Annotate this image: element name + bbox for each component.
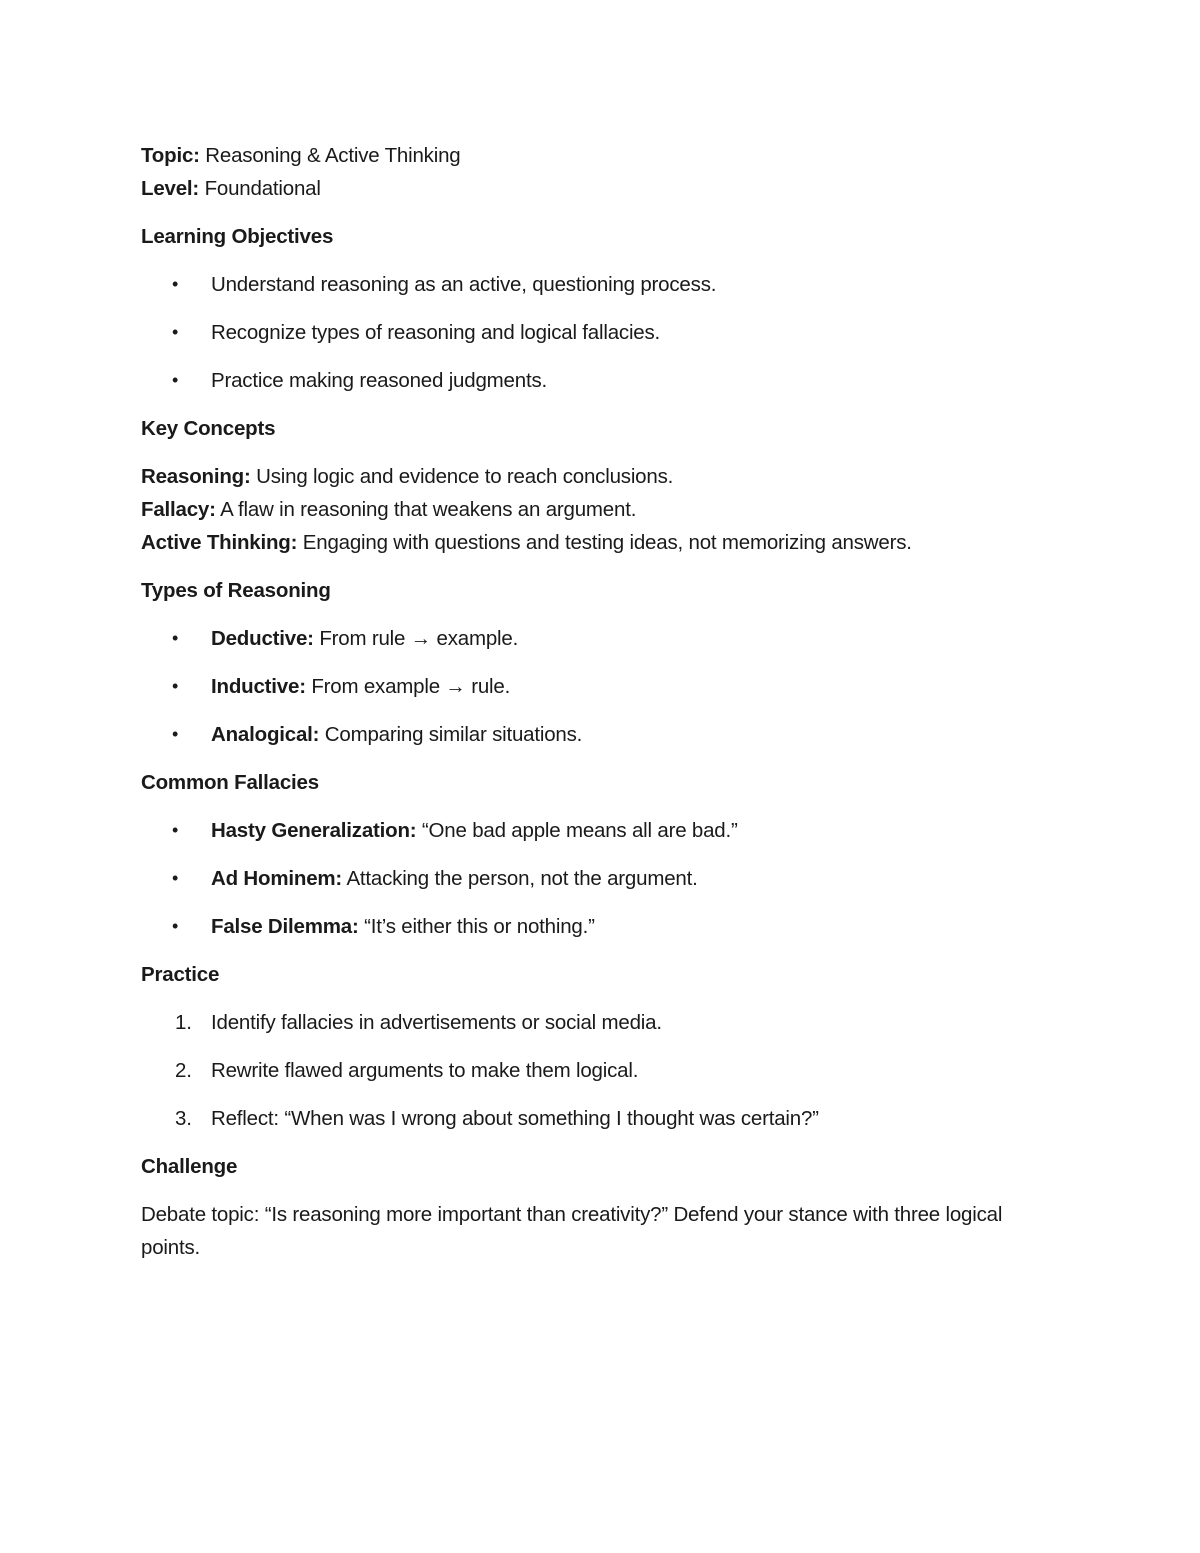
bullet-icon: • bbox=[172, 820, 179, 840]
type-term: Inductive: bbox=[211, 675, 306, 698]
type-definition: Comparing similar situations. bbox=[324, 723, 583, 746]
step-text: Identify fallacies in advertisements or social media. bbox=[211, 1011, 662, 1034]
list-item bbox=[141, 862, 1041, 895]
topic-value: Reasoning & Active Thinking bbox=[205, 144, 461, 167]
step-number: 1. bbox=[175, 1011, 192, 1034]
fallacies-heading: Common Fallacies bbox=[141, 771, 319, 794]
list-item bbox=[141, 910, 1041, 943]
type-definition: From example → rule. bbox=[311, 675, 511, 698]
fallacy-term: Ad Hominem: bbox=[211, 867, 343, 890]
level-value: Foundational bbox=[204, 177, 321, 200]
list-item bbox=[141, 268, 1041, 301]
type-definition: From rule → example. bbox=[319, 627, 519, 650]
types-heading: Types of Reasoning bbox=[141, 579, 331, 602]
practice-heading: Practice bbox=[141, 963, 220, 986]
bullet-icon: • bbox=[172, 322, 179, 342]
list-item bbox=[141, 316, 1041, 349]
list-item bbox=[141, 718, 1041, 751]
list-item bbox=[141, 814, 1041, 847]
challenge-text: Debate topic: “Is reasoning more important than creativity?” Defend your stance with three logical points. bbox=[141, 1203, 1003, 1259]
concept-line bbox=[141, 493, 1041, 526]
challenge-heading: Challenge bbox=[141, 1155, 238, 1178]
bullet-icon: • bbox=[172, 724, 179, 744]
objective-text: Practice making reasoned judgments. bbox=[211, 369, 547, 392]
list-item bbox=[141, 364, 1041, 397]
objectives-heading: Learning Objectives bbox=[141, 225, 334, 248]
bullet-icon: • bbox=[172, 868, 179, 888]
concept-line bbox=[141, 460, 1041, 493]
fallacy-term: Hasty Generalization: bbox=[211, 819, 417, 842]
practice-list bbox=[141, 1006, 1041, 1135]
types-list bbox=[141, 622, 1041, 751]
level-line bbox=[141, 172, 1041, 205]
fallacy-definition: Attacking the person, not the argument. bbox=[346, 867, 698, 890]
bullet-icon: • bbox=[172, 370, 179, 390]
fallacies-list bbox=[141, 814, 1041, 943]
concept-term: Fallacy: bbox=[141, 498, 216, 521]
step-number: 2. bbox=[175, 1059, 192, 1082]
fallacy-term: False Dilemma: bbox=[211, 915, 359, 938]
bullet-icon: • bbox=[172, 628, 179, 648]
concept-term: Reasoning: bbox=[141, 465, 251, 488]
concept-term: Active Thinking: bbox=[141, 531, 298, 554]
document-body bbox=[141, 139, 1041, 1264]
type-term: Analogical: bbox=[211, 723, 320, 746]
step-number: 3. bbox=[175, 1107, 192, 1130]
level-label: Level: bbox=[141, 177, 200, 200]
fallacy-definition: “One bad apple means all are bad.” bbox=[421, 819, 738, 842]
concept-definition: A flaw in reasoning that weakens an argument. bbox=[220, 498, 637, 521]
topic-label: Topic: bbox=[141, 144, 200, 167]
fallacy-definition: “It’s either this or nothing.” bbox=[364, 915, 595, 938]
list-item bbox=[141, 1054, 1041, 1087]
list-item bbox=[141, 1102, 1041, 1135]
list-item bbox=[141, 1006, 1041, 1039]
step-text: Reflect: “When was I wrong about something I thought was certain?” bbox=[211, 1107, 819, 1130]
bullet-icon: • bbox=[172, 916, 179, 936]
concept-definition: Engaging with questions and testing ideas, not memorizing answers. bbox=[302, 531, 912, 554]
list-item bbox=[141, 622, 1041, 655]
objective-text: Recognize types of reasoning and logical fallacies. bbox=[211, 321, 661, 344]
concept-definition: Using logic and evidence to reach conclusions. bbox=[256, 465, 674, 488]
concepts-heading: Key Concepts bbox=[141, 417, 276, 440]
bullet-icon: • bbox=[172, 274, 179, 294]
bullet-icon: • bbox=[172, 676, 179, 696]
type-term: Deductive: bbox=[211, 627, 314, 650]
objective-text: Understand reasoning as an active, questioning process. bbox=[211, 273, 717, 296]
objectives-list bbox=[141, 268, 1041, 397]
topic-line bbox=[141, 139, 1041, 172]
concept-line bbox=[141, 526, 1041, 559]
list-item bbox=[141, 670, 1041, 703]
step-text: Rewrite flawed arguments to make them logical. bbox=[211, 1059, 639, 1082]
